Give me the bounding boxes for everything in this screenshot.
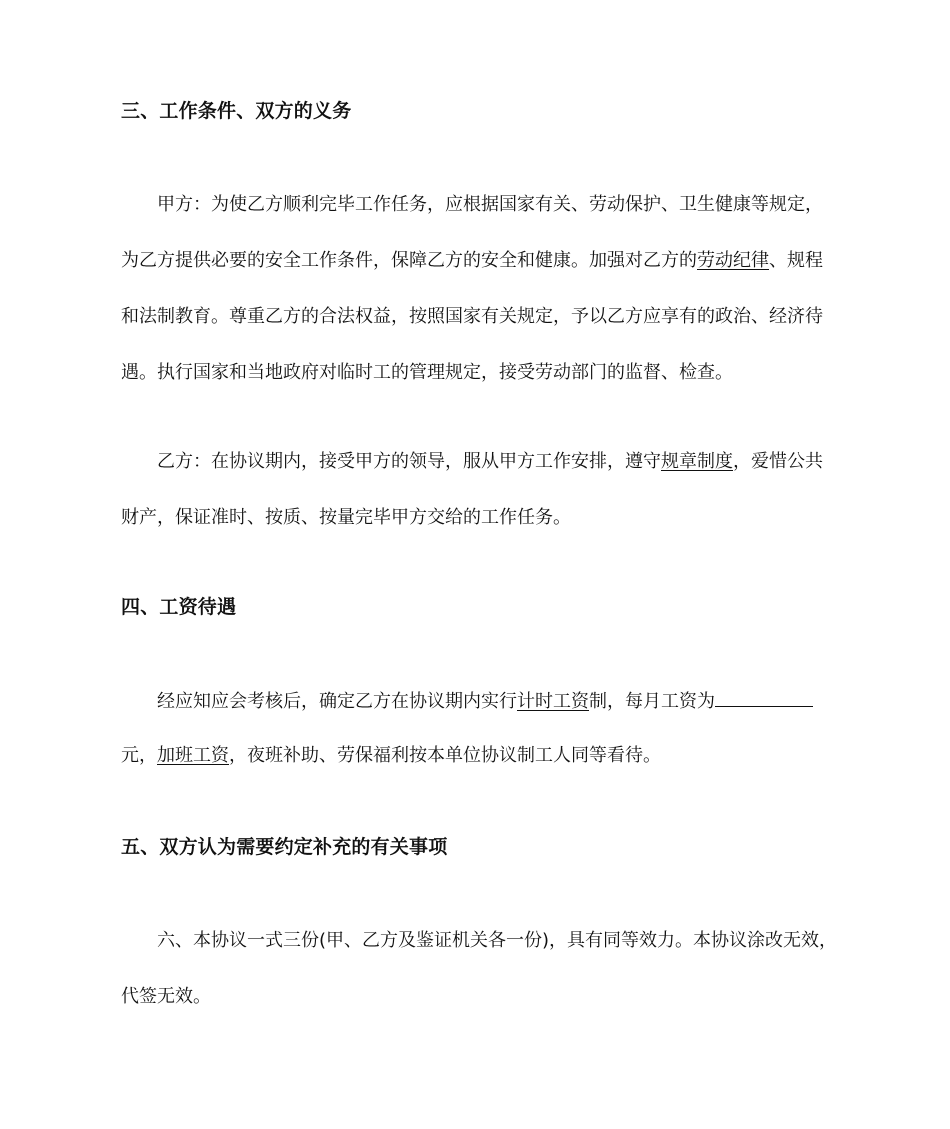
section-4-p1-line-2-text-b: ，夜班补助、劳保福利按本单位协议制工人同等看待。: [229, 745, 661, 766]
monthly-wage-blank-field[interactable]: [715, 688, 813, 707]
section-3-p1-line-4: 遇。执行国家和当地政府对临时工的管理规定，接受劳动部门的监督、检查。: [121, 362, 733, 383]
section-3-heading: 三、工作条件、双方的义务: [121, 100, 352, 122]
section-4-p1-line-1-text-a: 经应知应会考核后，确定乙方在协议期内实行: [157, 691, 517, 712]
section-3-p2-line-1-text-b: ，爱惜公共: [733, 451, 823, 472]
section-5-p1-line-1: 六、本协议一式三份(甲、乙方及鉴证机关各一份)，具有同等效力。本协议涂改无效，: [157, 930, 838, 951]
section-3-p1-line-1: 甲方：为使乙方顺利完毕工作任务，应根据国家有关、劳动保护、卫生健康等规定，: [157, 194, 823, 215]
section-3-p1-line-2-text-b: 、规程: [769, 250, 823, 271]
rules-regulations-link[interactable]: 规章制度: [661, 451, 733, 472]
section-4-p1-line-1-text-b: 制，每月工资为: [589, 691, 715, 712]
section-3-p2-line-1: [157, 448, 823, 476]
section-3-p2-line-1-text-a: 乙方：在协议期内，接受甲方的领导，服从甲方工作安排，遵守: [157, 451, 661, 472]
section-5-p1-line-2: 代签无效。: [121, 986, 211, 1007]
hourly-wage-link[interactable]: 计时工资: [517, 691, 589, 712]
section-4-p1-line-1: [157, 688, 813, 716]
section-3-p1-line-2: [121, 247, 823, 275]
section-4-p1-line-2-text-a: 元，: [121, 745, 157, 766]
labor-discipline-link[interactable]: 劳动纪律: [697, 250, 769, 271]
section-4-heading: 四、工资待遇: [121, 596, 237, 618]
section-5-heading: 五、双方认为需要约定补充的有关事项: [121, 836, 448, 858]
overtime-pay-link[interactable]: 加班工资: [157, 745, 229, 766]
section-3-p1-line-2-text-a: 为乙方提供必要的安全工作条件，保障乙方的安全和健康。加强对乙方的: [121, 250, 697, 271]
section-3-p2-line-2: 财产，保证准时、按质、按量完毕甲方交给的工作任务。: [121, 507, 571, 528]
section-3-p1-line-3: 和法制教育。尊重乙方的合法权益，按照国家有关规定，予以乙方应享有的政治、经济待: [121, 306, 823, 327]
section-4-p1-line-2: [121, 742, 661, 770]
